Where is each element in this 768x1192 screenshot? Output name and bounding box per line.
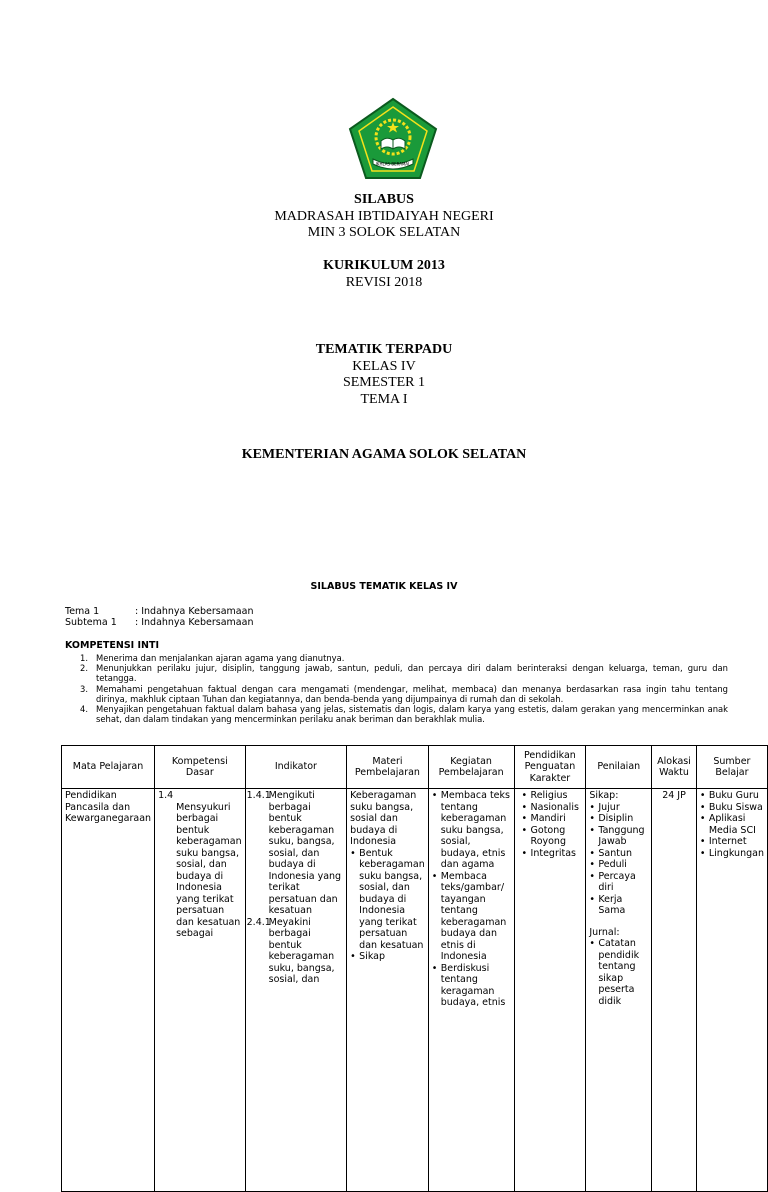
th-indikator: Indikator	[245, 746, 347, 789]
list-item: • Buku Siswa	[700, 802, 764, 814]
cell-materi: Keberagaman suku bangsa, sosial dan budaya di Indonesia • Bentuk keberagaman suku bangsa, sosial, dan budaya di Indonesia yang terikat persatuan dan kesatuan • Sikap	[347, 789, 429, 1192]
table-row	[62, 789, 768, 1192]
cell-mapel: Pendidikan Pancasila dan Kewarganegaraan	[62, 789, 155, 1192]
th-kegiatan: Kegiatan Pembelajaran	[428, 746, 514, 789]
cover-curriculum-block	[0, 258, 768, 291]
list-item: • Aplikasi Media SCI	[700, 813, 764, 836]
cover-semester: SEMESTER 1	[342, 375, 426, 390]
list-item: • Kerja Sama	[589, 894, 648, 917]
cell-sumber	[696, 789, 767, 1192]
list-item: • Berdiskusi tentang keragaman budaya, etnis	[432, 963, 511, 1009]
th-alokasi: Alokasi Waktu	[652, 746, 697, 789]
ki-item: 4. Menyajikan pengetahuan faktual dalam bahasa yang jelas, sistematis dan logis, dalam karya yang estetis, dalam gerakan yang mencerminkan anak sehat, dan dalam tindakan yang mencerminkan perilaku anak beriman dan berakhlak mulia.	[80, 704, 728, 725]
cover-subject-block	[0, 342, 768, 408]
logo-ribbon-text: IKHLAS BERAMAL	[375, 161, 411, 167]
th-sumber: Sumber Belajar	[696, 746, 767, 789]
syllabus-table	[61, 745, 768, 1192]
list-item: • Disiplin	[589, 813, 648, 825]
th-penilaian: Penilaian	[586, 746, 652, 789]
kemenag-logo	[347, 97, 439, 181]
list-item: • Tanggung Jawab	[589, 825, 648, 848]
list-item: • Integritas	[522, 848, 583, 860]
meta-subtema-label: Subtema 1	[65, 617, 117, 628]
cover-title: SILABUS	[354, 192, 414, 207]
list-item: • Bentuk keberagaman suku bangsa, sosial, dan budaya di Indonesia yang terikat persatuan dan kesatuan	[350, 848, 425, 952]
table-header-row	[62, 746, 768, 789]
list-item: • Mandiri	[522, 813, 583, 825]
ki-heading: KOMPETENSI INTI	[65, 640, 160, 651]
cover-school-name: MIN 3 SOLOK SELATAN	[307, 225, 461, 240]
list-item: • Sikap	[350, 951, 425, 963]
cover-class: KELAS IV	[352, 358, 416, 374]
cover-ministry: KEMENTERIAN AGAMA SOLOK SELATAN	[241, 447, 527, 462]
th-materi: Materi Pembelajaran	[347, 746, 429, 789]
list-item: • Percaya diri	[589, 871, 648, 894]
list-item: • Santun	[589, 848, 648, 860]
list-item: • Internet	[700, 836, 764, 848]
meta-subtema-row	[65, 617, 253, 628]
list-item: • Membaca teks tentang keberagaman suku bangsa, sosial, budaya, etnis dan agama	[432, 790, 511, 871]
ki-item: 1. Menerima dan menjalankan ajaran agama yang dianutnya.	[80, 653, 345, 663]
cover-subject: TEMATIK TERPADU	[315, 342, 453, 357]
meta-subtema-value: : Indahnya Kebersamaan	[135, 617, 254, 628]
cell-kegiatan	[428, 789, 514, 1192]
list-item: • Lingkungan	[700, 848, 764, 860]
cell-kd: 1.4 Mensyukuri berbagai bentuk keberagaman suku bangsa, sosial, dan budaya di Indonesia yang terikat persatuan dan kesatuan sebagai	[155, 789, 246, 1192]
meta-tema-value: : Indahnya Kebersamaan	[135, 606, 254, 617]
meta-tema-row	[65, 606, 253, 617]
cell-indikator: 1.4.1 Mengikuti berbagai bentuk keberagaman suku, bangsa, sosial, dan budaya di Indonesia yang terikat persatuan dan kesatuan 2.4.1 Meyakini berbagai bentuk keberagaman suku, bangsa, sosial, dan	[245, 789, 347, 1192]
list-item: • Religius	[522, 790, 583, 802]
list-item: • Gotong Royong	[522, 825, 583, 848]
silabus-heading: SILABUS TEMATIK KELAS IV	[310, 581, 458, 592]
th-kd: Kompetensi Dasar	[155, 746, 246, 789]
cover-revision: REVISI 2018	[345, 274, 423, 290]
list-item: • Nasionalis	[522, 802, 583, 814]
ki-item: 2. Menunjukkan perilaku jujur, disiplin, tanggung jawab, santun, peduli, dan percaya diri dalam berinteraksi dengan keluarga, teman, guru dan tetangga.	[80, 663, 728, 684]
cell-penilaian: Sikap: • Jujur • Disiplin • Tanggung Jawab • Santun • Peduli • Percaya diri • Kerja Sama Jurnal: • Catatan pendidik tentang sikap peserta didik	[586, 789, 652, 1192]
cover-title-block	[0, 192, 768, 242]
cell-alokasi: 24 JP	[652, 789, 697, 1192]
list-item: • Peduli	[589, 859, 648, 871]
ki-list	[80, 653, 728, 724]
th-karakter: Pendidikan Penguatan Karakter	[514, 746, 586, 789]
cover-curriculum: KURIKULUM 2013	[323, 258, 445, 273]
list-item: • Buku Guru	[700, 790, 764, 802]
ki-item: 3. Memahami pengetahuan faktual dengan cara mengamati (mendengar, melihat, membaca) dan menanya berdasarkan rasa ingin tahu tentang dirinya, makhluk ciptaan Tuhan dan kegiatannya, dan benda-benda yang dijumpainya di rumah dan di sekolah.	[80, 683, 728, 704]
cover-theme: TEMA I	[360, 391, 408, 407]
cell-karakter	[514, 789, 586, 1192]
cover-school: MADRASAH IBTIDAIYAH NEGERI	[274, 208, 494, 224]
list-item: • Jujur	[589, 802, 648, 814]
th-mapel: Mata Pelajaran	[62, 746, 155, 789]
list-item: • Membaca teks/gambar/ tayangan tentang keberagaman budaya dan etnis di Indonesia	[432, 871, 511, 963]
meta-tema-label: Tema 1	[65, 606, 100, 617]
list-item: • Catatan pendidik tentang sikap peserta didik	[589, 938, 648, 1007]
